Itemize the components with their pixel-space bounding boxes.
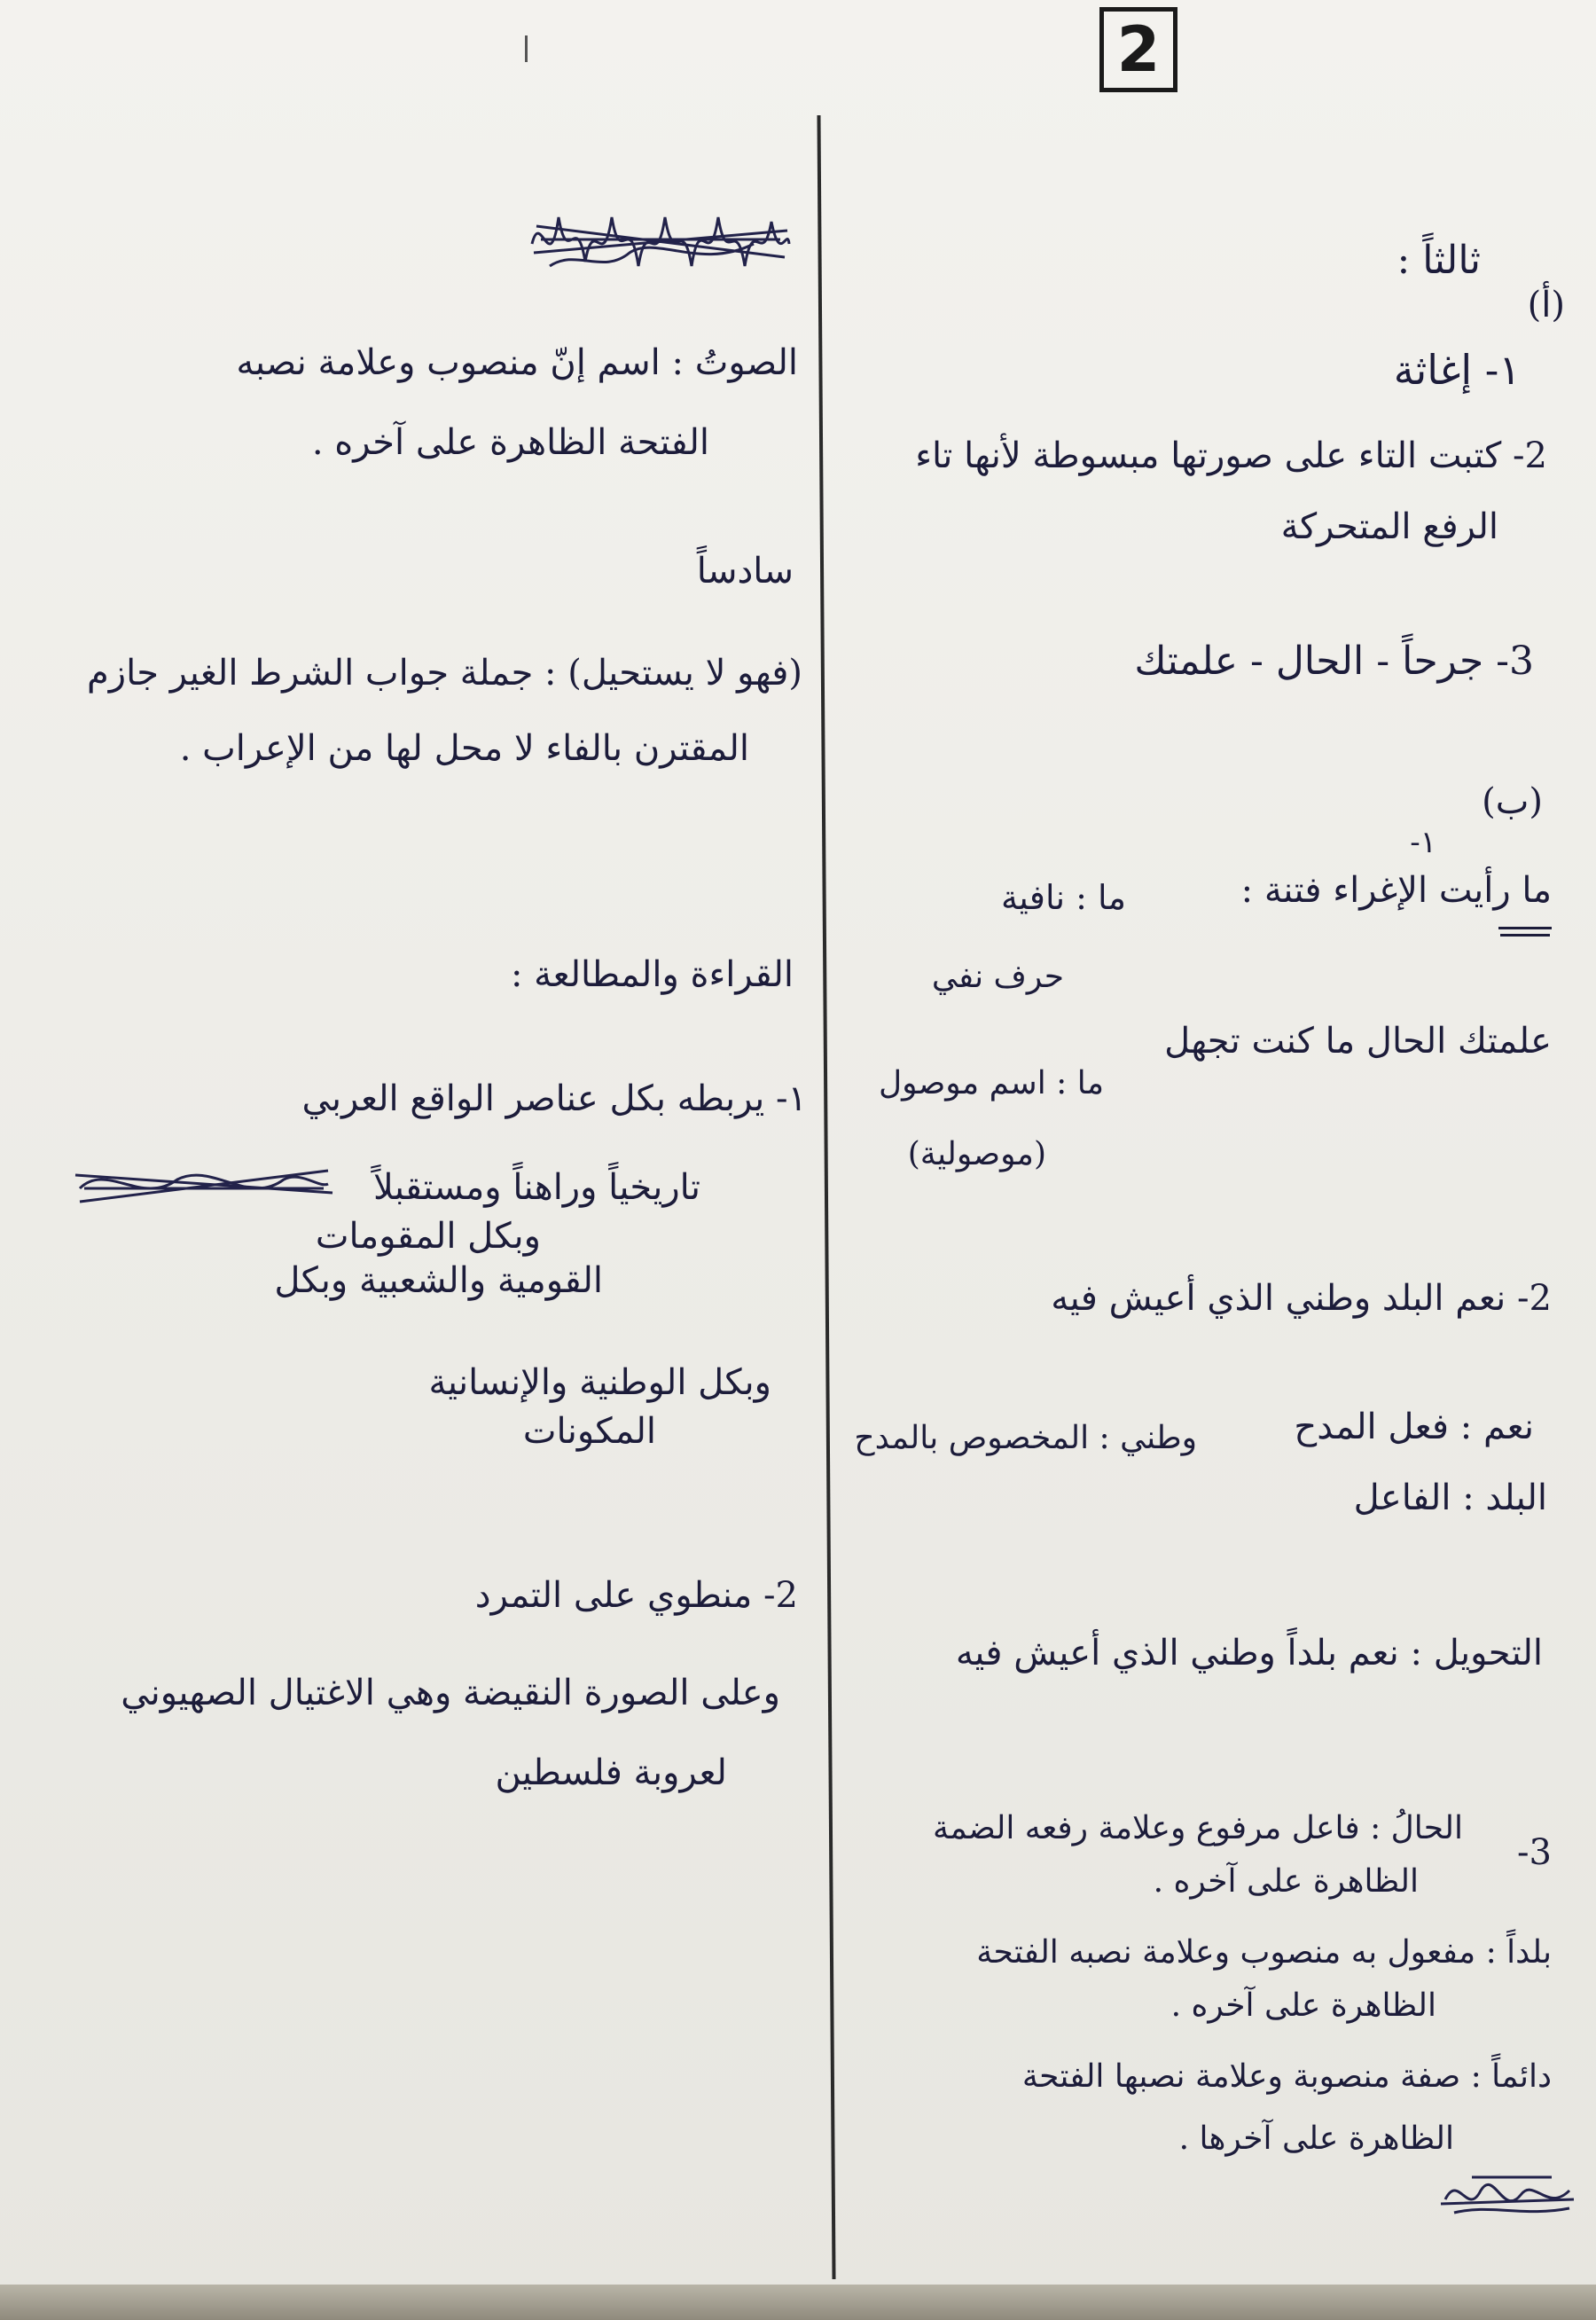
reading-1-line5: وبكل الوطنية والإنسانية (428, 1362, 771, 1403)
b1-marker: ١- (1410, 825, 1436, 860)
b3-hal-line1: الحالُ : فاعل مرفوع وعلامة رفعه الضمة (933, 1810, 1463, 1846)
reading-1-line4: القومية والشعبية وبكل (274, 1260, 603, 1301)
column-divider (817, 115, 835, 2279)
b1-underline-2 (1500, 934, 1550, 937)
b2-balad: البلد : الفاعل (1353, 1477, 1547, 1518)
b2-naam: نعم : فعل المدح (1294, 1407, 1534, 1447)
b1-line2: علمتك الحال ما كنت تجهل (1164, 1021, 1552, 1062)
part-b-label: (ب) (1482, 781, 1543, 822)
b1-answer1-sub: حرف نفي (931, 959, 1064, 995)
reading-2-line1: 2- منطوي على التمرد (474, 1575, 798, 1616)
answer-a2-line2: الرفع المتحركة (1280, 506, 1498, 547)
reading-1-line1: ١- يربطه بكل عناصر الواقع العربي (301, 1078, 807, 1119)
section-heading-left: سادساً (696, 551, 794, 592)
b3-marker: 3- (1517, 1832, 1552, 1873)
mahool-line1: (فهو لا يستحيل) : جملة جواب الشرط الغير جازم (87, 653, 802, 694)
answer-a2-line1: 2- كتبت التاء على صورتها مبسوطة لأنها تاء (915, 435, 1547, 476)
b1-answer2: ما : اسم موصول (878, 1065, 1104, 1101)
b3-daim-line2: الظاهرة على آخرها . (1178, 2120, 1454, 2157)
section3-heading: ثالثاً : (1396, 238, 1481, 283)
b3-balad-line1: بلداً : مفعول به منصوب وعلامة نصبه الفتحة (976, 1934, 1552, 1971)
answer-a1: ١- إغاثة (1393, 346, 1521, 394)
sawt-line1: الصوتُ : اسم إنّ منصوب وعلامة نصبه (236, 342, 798, 383)
reading-heading: القراءة والمطالعة : (510, 954, 794, 995)
b2-watani: وطني : المخصوص بالمدح (854, 1420, 1197, 1456)
b3-hal-line2: الظاهرة على آخره . (1153, 1863, 1419, 1900)
b1-answer2-sub: (موصولية) (907, 1136, 1046, 1172)
reading-2-line3: لعروبة فلسطين (495, 1752, 727, 1793)
crossed-out-scribble-reading (71, 1153, 337, 1224)
reading-1-line6: المكونات (522, 1411, 656, 1452)
reading-1-line3: وبكل المقومات (315, 1216, 541, 1257)
signature-scribble (1436, 2164, 1578, 2226)
b3-daim-line1: دائماً : صفة منصوبة وعلامة نصبها الفتحة (1021, 2058, 1552, 2095)
crossed-out-scribble-top (523, 191, 798, 288)
b2-tahweel: التحويل : نعم بلداً وطني الذي أعيش فيه (955, 1633, 1543, 1673)
mahool-line2: المقترن بالفاء لا محل لها من الإعراب . (179, 728, 749, 769)
reading-2-line2: وعلى الصورة النقيضة وهي الاغتيال الصهيوني (121, 1673, 780, 1713)
stray-pen-mark (525, 35, 528, 62)
b1-underline (1498, 927, 1552, 929)
b1-answer1: ما : نافية (1000, 878, 1126, 917)
reading-1-line2: تاريخياً وراهناً ومستقبلاً (372, 1167, 700, 1208)
b1-line1: ما رأيت الإغراء فتنة : (1240, 870, 1552, 911)
sawt-line2: الفتحة الظاهرة على آخره . (311, 422, 709, 463)
page-number: 2 (1099, 7, 1177, 92)
b3-balad-line2: الظاهرة على آخره . (1170, 1987, 1436, 2024)
answer-a3: 3- جرحاً - الحال - علمتك (1134, 639, 1534, 684)
part-a-label: (أ) (1527, 285, 1565, 325)
page-bottom-edge (0, 2285, 1596, 2320)
b2-line1: 2- نعم البلد وطني الذي أعيش فيه (1051, 1278, 1552, 1319)
